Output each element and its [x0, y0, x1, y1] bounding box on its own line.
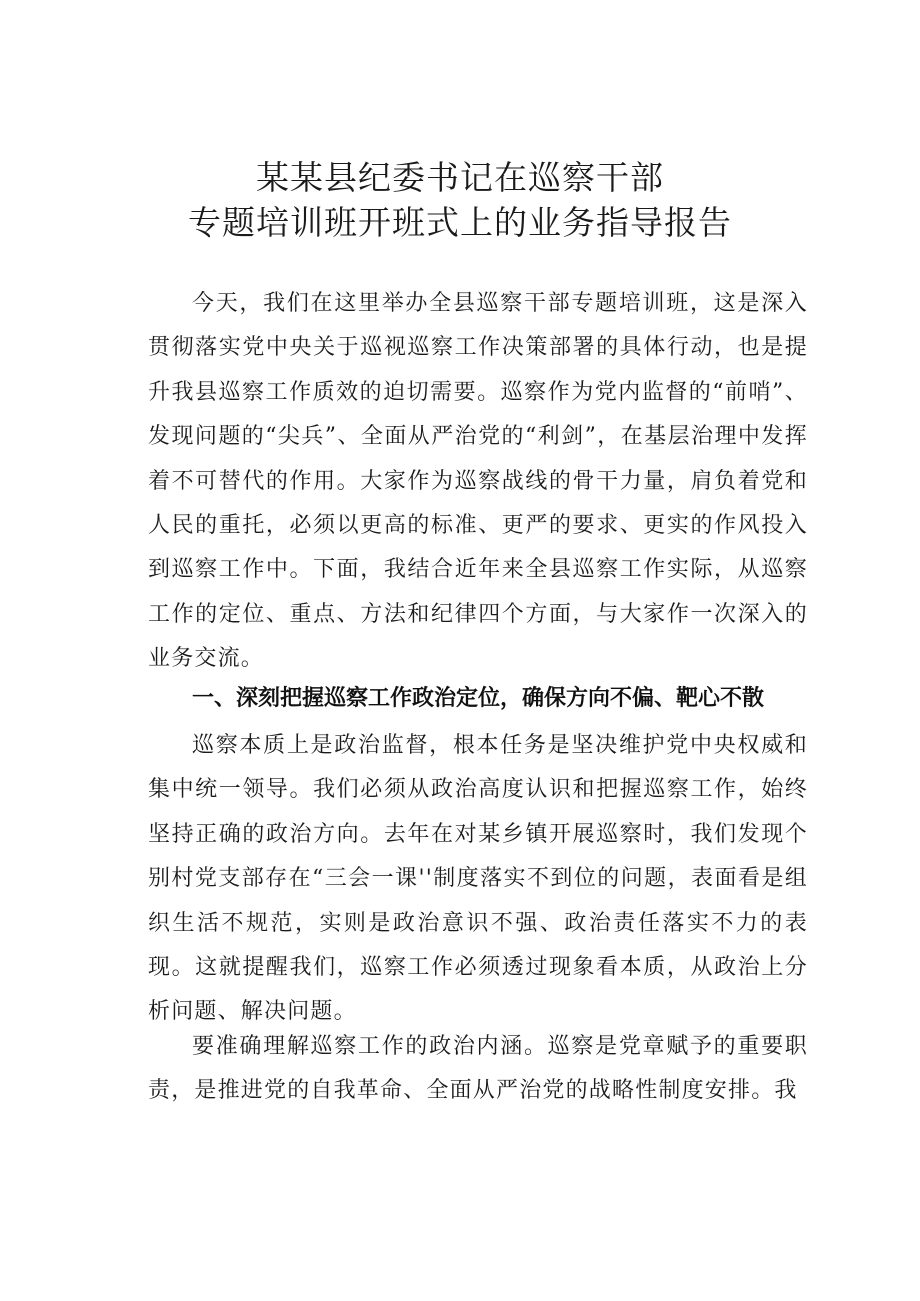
intro-paragraph: 今天，我们在这里举办全县巡察干部专题培训班，这是深入贯彻落实党中央关于巡视巡察工作决策部署的具体行动，也是提升我县巡察工作质效的迫切需要。巡察作为党内监督的“前哨”、发现问题的“尖兵”、全面从严治党的“利剑”，在基层治理中发挥着不可替代的作用。大家作为巡察战线的骨干力量，肩负着党和人民的重托，必须以更高的标准、更严的要求、更实的作风投入到巡察工作中。下面，我结合近年来全县巡察工作实际，从巡察工作的定位、重点、方法和纪律四个方面，与大家作一次深入的业务交流。 [148, 291, 808, 672]
section-heading-1: 一、深刻把握巡察工作政治定位，确保方向不偏、靶心不散 [192, 686, 765, 711]
section-1-paragraph-2: 要准确理解巡察工作的政治内涵。巡察是党章赋予的重要职责，是推进党的自我革命、全面从严治党的战略性制度安排。我 [148, 1034, 808, 1104]
section-1-paragraph-1: 巡察本质上是政治监督，根本任务是坚决维护党中央权威和集中统一领导。我们必须从政治高度认识和把握巡察工作，始终坚持正确的政治方向。去年在对某乡镇开展巡察时，我们发现个别村党支部存在“三会一课''制度落实不到位的问题，表面看是组织生活不规范，实则是政治意识不强、政治责任落实不力的表现。这就提醒我们，巡察工作必须透过现象看本质，从政治上分析问题、解决问题。 [148, 733, 808, 1025]
document-title-line-1: 某某县纪委书记在巡察干部 [256, 158, 664, 197]
document-title-line-2: 专题培训班开班式上的业务指导报告 [188, 203, 732, 242]
